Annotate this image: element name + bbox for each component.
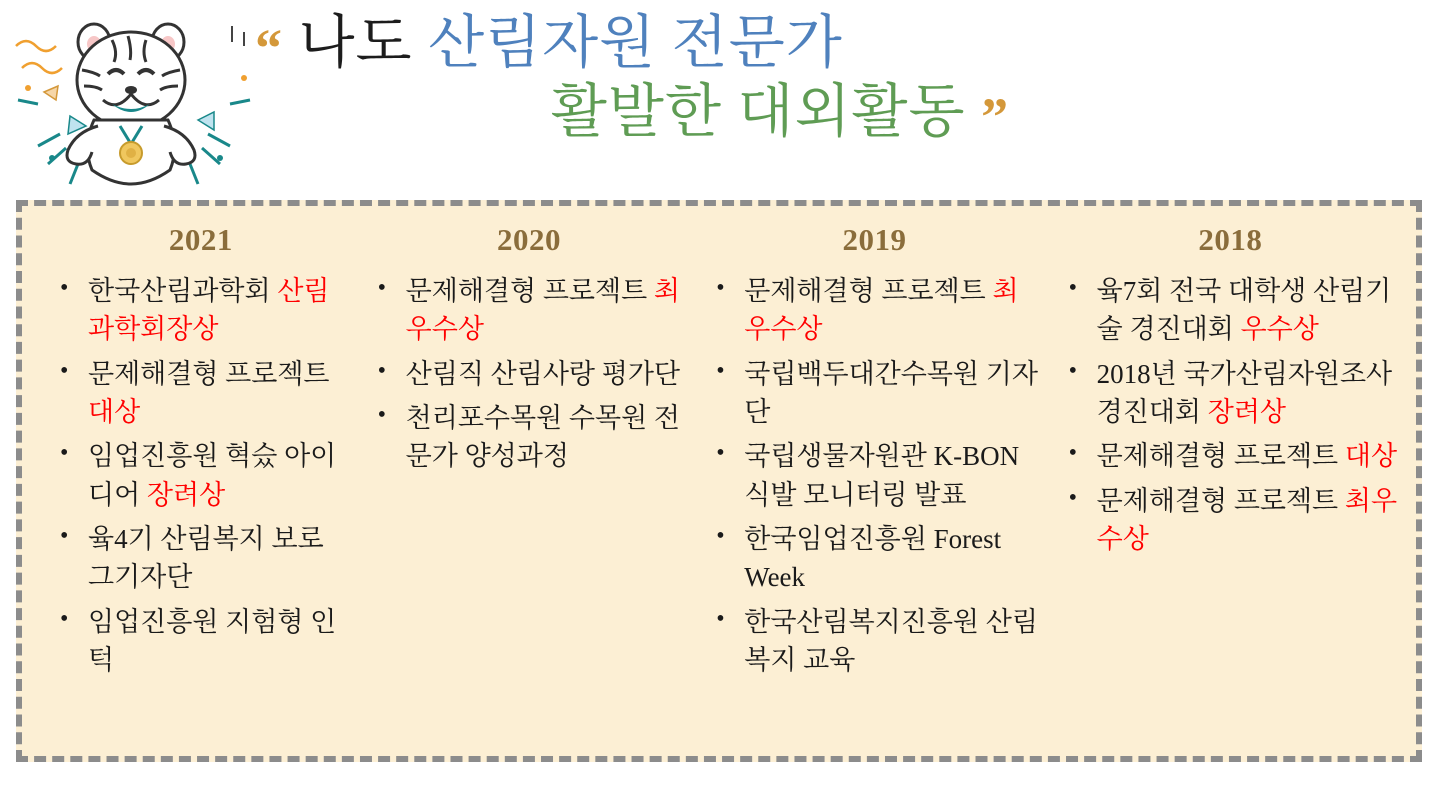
achievement-list bbox=[52, 272, 350, 679]
page-title-line-1 bbox=[255, 10, 1425, 79]
list-item bbox=[52, 437, 350, 514]
page-title-line-2 bbox=[255, 79, 1425, 148]
achievement-list bbox=[1061, 272, 1400, 558]
year-heading: 2020 bbox=[496, 222, 561, 257]
list-item bbox=[52, 603, 350, 680]
list-item bbox=[1061, 272, 1400, 349]
list-item-text: 천리포수목원 수목원 전문가 양성과정 bbox=[405, 402, 680, 472]
list-item-text: 국립백두대간수목원 기자단 bbox=[744, 358, 1038, 427]
year-column-2021 bbox=[28, 222, 360, 746]
list-item-text: 윸4기 산림복지 보로그기자단 bbox=[88, 523, 324, 593]
list-item bbox=[708, 520, 1040, 597]
award-label: 산림과학회장상 bbox=[88, 276, 330, 345]
page-title bbox=[255, 10, 1425, 148]
list-item bbox=[1061, 355, 1400, 432]
list-item bbox=[708, 603, 1040, 680]
year-column-2018 bbox=[1051, 222, 1410, 746]
list-item bbox=[1061, 482, 1400, 559]
award-label: 대상 bbox=[1344, 441, 1398, 472]
list-item bbox=[370, 399, 689, 476]
list-item bbox=[1061, 437, 1400, 475]
year-column-2020 bbox=[360, 222, 699, 746]
quote-close-icon: ” bbox=[981, 87, 1010, 148]
list-item-text: 문제해결형 프로젝트 bbox=[1096, 441, 1345, 472]
award-label: 장려상 bbox=[1207, 396, 1286, 427]
list-item-text: 임업진흥원 지험형 인턱 bbox=[88, 606, 337, 675]
award-label: 우수상 bbox=[1240, 314, 1319, 345]
list-item bbox=[52, 520, 350, 597]
list-item-text: 2018년 국가산림자원조사 경진대회 bbox=[1096, 358, 1393, 427]
list-item-text: 산림직 산림사랑 평가단 bbox=[405, 358, 680, 389]
quote-open-icon: “ bbox=[255, 18, 283, 78]
achievement-list bbox=[370, 272, 689, 476]
list-item-text: 문제해결형 프로젝트 bbox=[405, 276, 654, 306]
award-label: 최우수상 bbox=[405, 276, 681, 345]
year-heading: 2019 bbox=[842, 222, 907, 257]
list-item-text: 한국산림복지진흥원 산림복지 교육 bbox=[744, 606, 1038, 675]
list-item bbox=[708, 437, 1040, 514]
list-item-text: 임업진흥원 혁슸 아이디어 bbox=[88, 441, 337, 510]
title-text-dark: 나도 bbox=[298, 10, 429, 75]
list-item-text: 문제해결형 프로젝트 bbox=[88, 358, 330, 389]
page-header bbox=[0, 0, 1438, 196]
year-column-2019 bbox=[698, 222, 1050, 746]
list-item bbox=[52, 272, 350, 349]
title-text-highlight: 산림자원 전문가 bbox=[428, 10, 843, 75]
award-label: 대상 bbox=[88, 396, 141, 427]
list-item-text: 윸7회 전국 대학생 산림기술 경진대회 bbox=[1096, 276, 1392, 345]
list-item-text: 한국산림과학회 bbox=[88, 276, 278, 306]
list-item bbox=[370, 355, 689, 393]
award-label: 최우수상 bbox=[1096, 485, 1398, 554]
list-item-text: 한국임업진흥원 Forest Week bbox=[744, 523, 1002, 593]
award-label: 최우수상 bbox=[744, 276, 1019, 345]
list-item-text: 문제해결형 프로젝트 bbox=[744, 276, 993, 306]
list-item bbox=[708, 355, 1040, 432]
list-item bbox=[708, 272, 1040, 349]
year-heading: 2021 bbox=[168, 222, 233, 257]
list-item bbox=[370, 272, 689, 349]
year-heading: 2018 bbox=[1198, 222, 1263, 257]
year-columns bbox=[22, 206, 1416, 756]
tiger-mascot-icon bbox=[8, 8, 258, 193]
achievement-list bbox=[708, 272, 1040, 679]
timeline-panel bbox=[16, 200, 1422, 762]
list-item-text: 문제해결형 프로젝트 bbox=[1096, 485, 1345, 516]
title-subtext: 활발한 대외활동 bbox=[550, 79, 966, 145]
list-item bbox=[52, 355, 350, 432]
award-label: 장려상 bbox=[146, 479, 226, 510]
list-item-text: 국립생물자원관 K-BON 식발 모니터링 발표 bbox=[744, 441, 1020, 510]
